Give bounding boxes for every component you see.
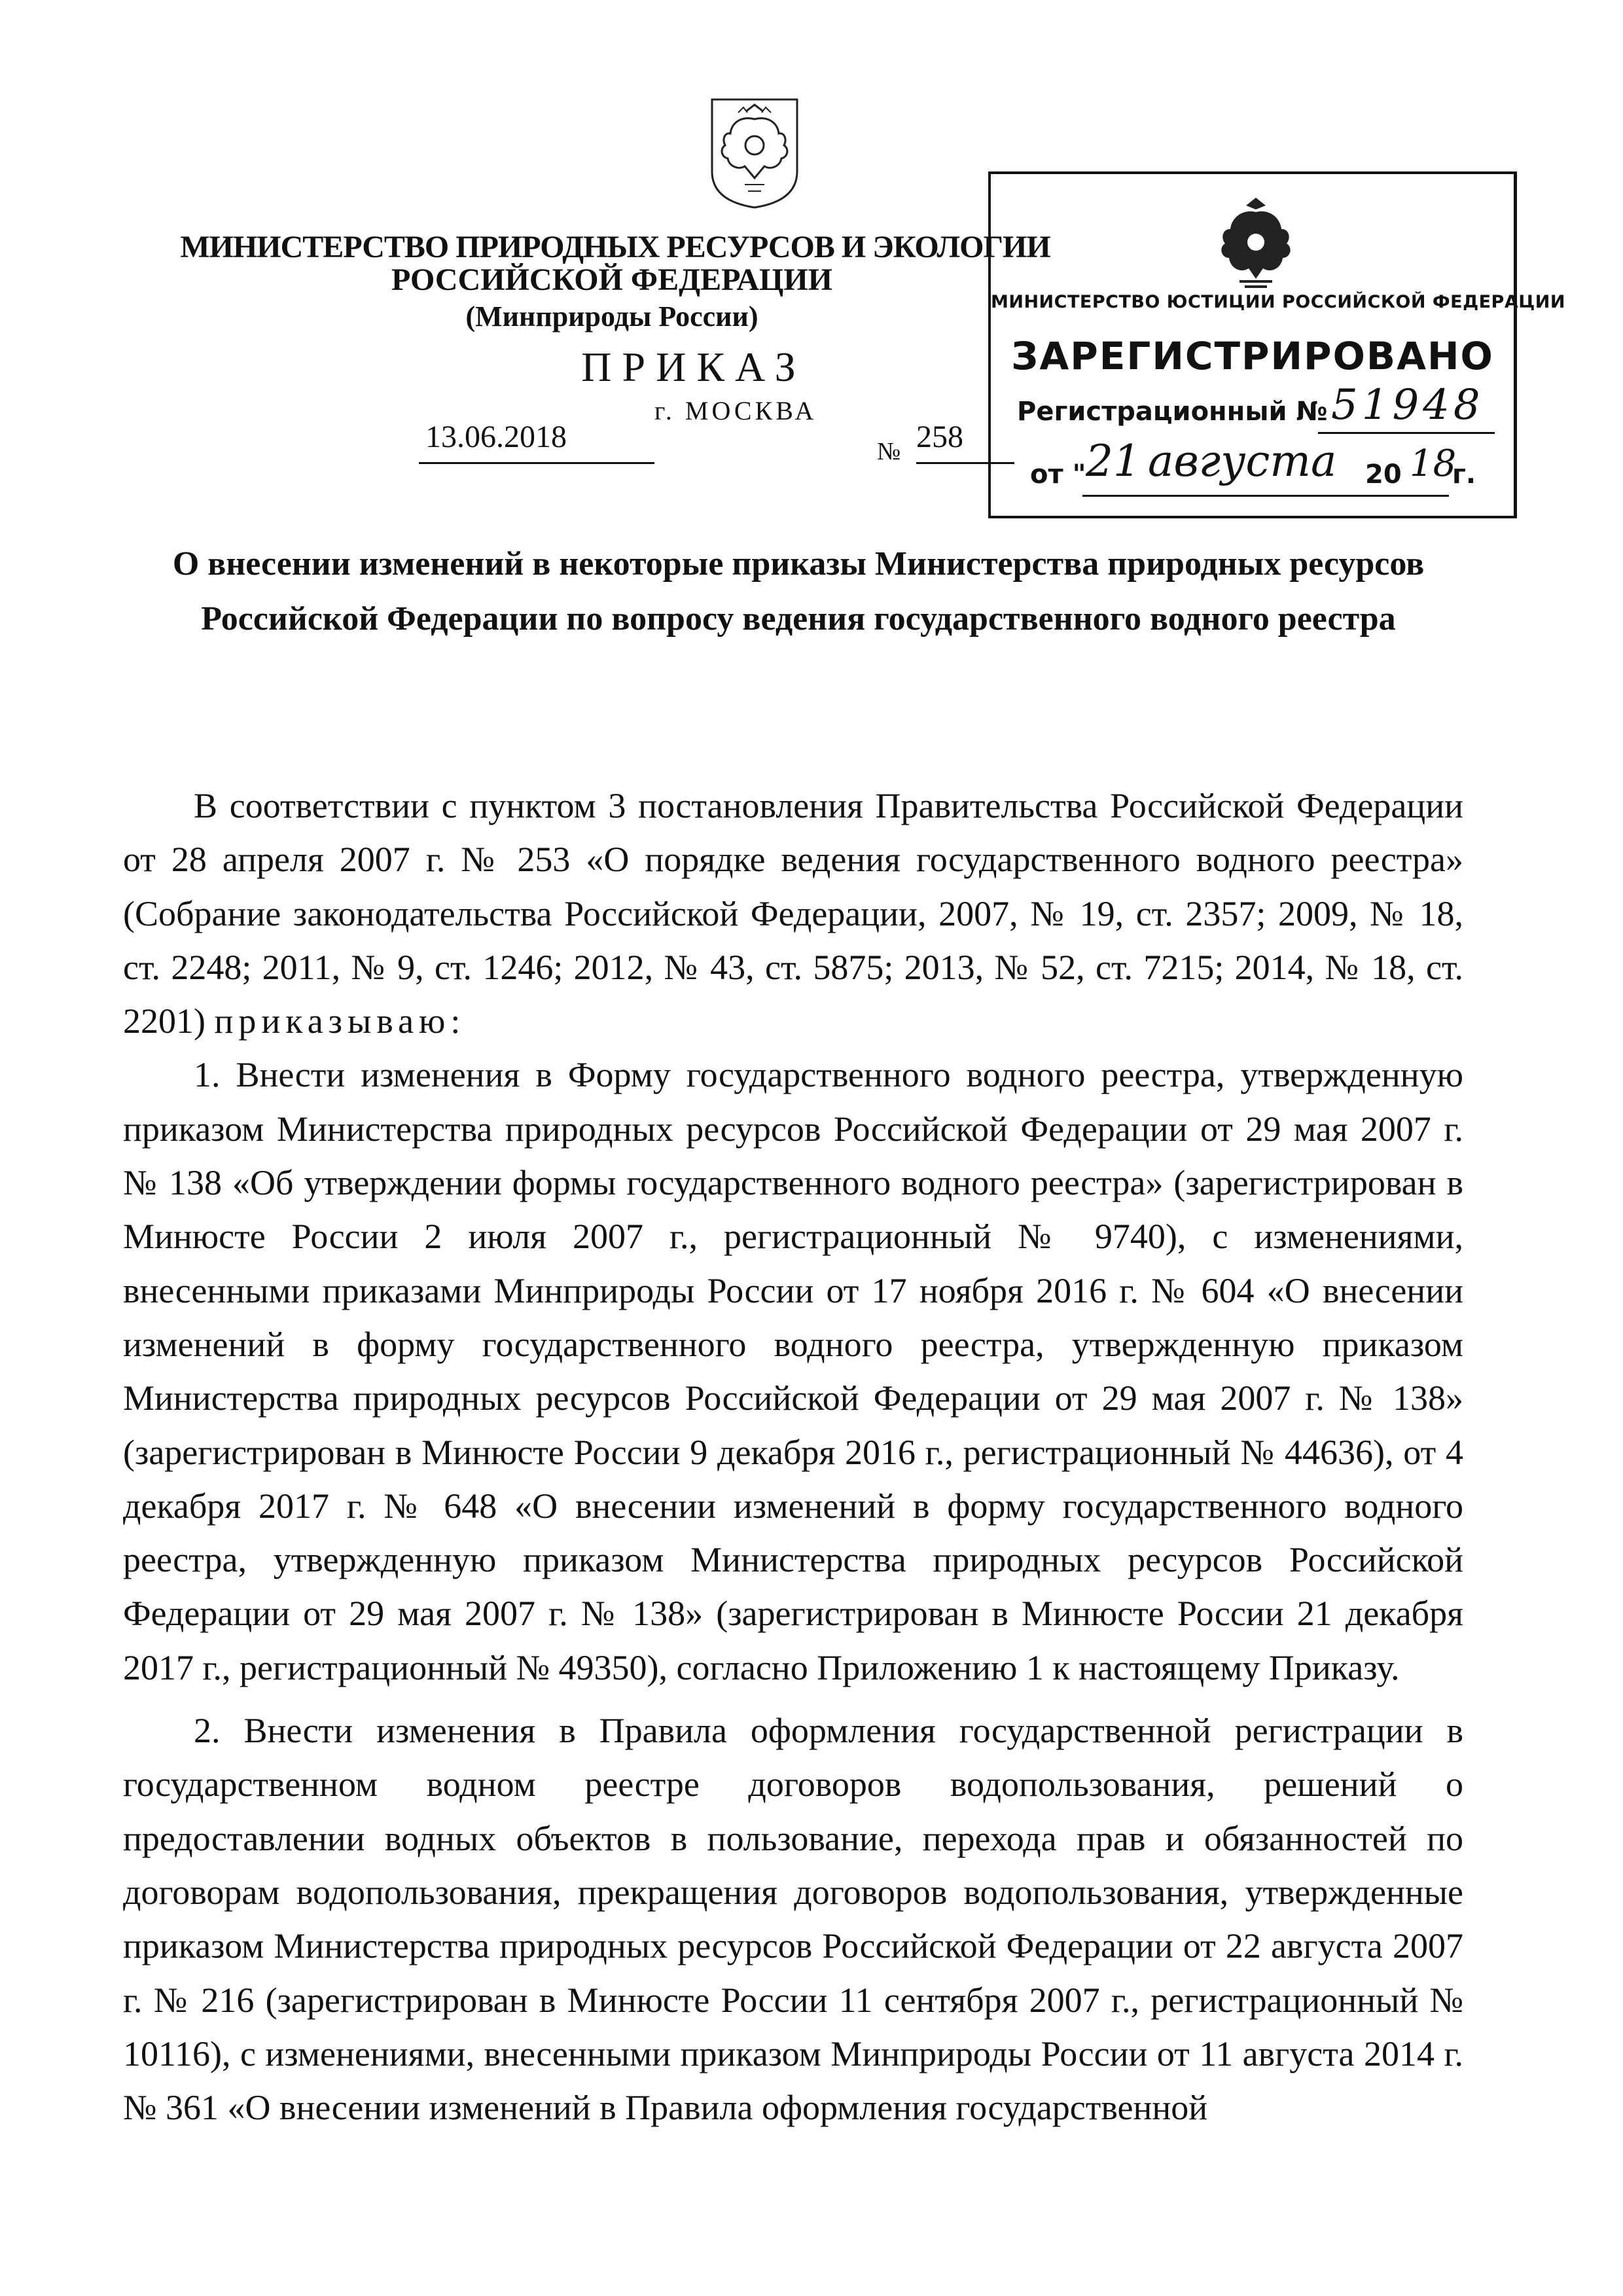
ministry-short-name: (Минприроды России) bbox=[465, 300, 758, 332]
stamp-day: 21 bbox=[1086, 436, 1141, 486]
order-title: ПРИКАЗ bbox=[581, 344, 806, 390]
stamp-emblem-icon bbox=[1213, 192, 1298, 291]
intro-paragraph bbox=[123, 779, 1463, 1048]
stamp-ministry-name: МИНИСТЕРСТВО ЮСТИЦИИ РОССИЙСКОЙ ФЕДЕРАЦИИ bbox=[991, 292, 1565, 312]
item-2-paragraph: 2. Внести изменения в Правила оформления государственной регистрации в государственном водном реестре договоров водопользования, решений о предоставлении водных объектов в пользование, перехода прав и обязанностей по договорам водопользования, прекращения договоров водопользования, утвержденные приказом Министерства природных ресурсов Российской Федерации от 22 августа 2007 г. № 216 (зарегистрирован в Минюсте России 11 сентября 2007 г., регистрационный № 10116), с изменениями, внесенными приказом Минприроды России от 11 августа 2014 г. № 361 «О внесении изменений в Правила оформления государственной bbox=[123, 1711, 1463, 2128]
registration-stamp bbox=[988, 171, 1565, 518]
stamp-date-underline bbox=[1082, 495, 1449, 497]
date-underline bbox=[419, 462, 654, 464]
order-number: 258 bbox=[916, 420, 963, 454]
coat-of-arms-emblem bbox=[705, 93, 804, 211]
stamp-reg-underline bbox=[1318, 432, 1495, 434]
stamp-year-suffix: 18 bbox=[1410, 442, 1457, 485]
stamp-year-prefix: 20 bbox=[1365, 459, 1402, 490]
item-1-paragraph: 1. Внести изменения в Форму государственного водного реестра, утвержденную приказом Министерства природных ресурсов Российской Федерации от 29 мая 2007 г. № 138 «Об утверждении формы государственного водного реестра» (зарегистрирован в Минюсте России 2 июля 2007 г., регистрационный № 9740), с изменениями, внесенными приказами Минприроды России от 17 ноября 2016 г. № 604 «О внесении изменений в форму государственного водного реестра, утвержденную приказом Министерства природных ресурсов Российской Федерации от 29 мая 2007 г. № 138» (зарегистрирован в Минюсте России 9 декабря 2016 г., регистрационный № 44636), от 4 декабря 2017 г. № 648 «О внесении изменений в форму государственного водного реестра, утвержденную приказом Министерства природных ресурсов Российской Федерации от 29 мая 2007 г. № 138» (зарегистрирован в Минюсте России 21 декабря 2017 г., регистрационный № 49350), согласно Приложению 1 к настоящему Приказу. bbox=[123, 1055, 1463, 1687]
order-colon: : bbox=[450, 1001, 461, 1041]
stamp-from-label: от " bbox=[1030, 459, 1086, 490]
stamp-reg-number: 51948 bbox=[1331, 381, 1484, 429]
stamp-reg-number-label: Регистрационный № bbox=[1017, 397, 1328, 427]
intro-text: В соответствии с пунктом 3 постановления Правительства Российской Федерации от 28 апреля 2007 г. № 253 «О порядке ведения государственного водного реестра» (Собрание законодательства Российской Федерации, 2007, № 19, ст. 2357; 2009, № 18, ст. 2248; 2011, № 9, ст. 1246; 2012, № 43, ст. 5875; 2013, № 52, ст. 7215; 2014, № 18, ст. 2201) bbox=[123, 786, 1463, 1041]
ministry-name-line2: РОССИЙСКОЙ ФЕДЕРАЦИИ bbox=[391, 262, 833, 297]
ministry-name-line1: МИНИСТЕРСТВО ПРИРОДНЫХ РЕСУРСОВ И ЭКОЛОГИИ bbox=[180, 230, 1050, 264]
document-title: О внесении изменений в некоторые приказы Министерства природных ресурсов Российской Федерации по вопросу ведения государственного водного реестра bbox=[172, 545, 1425, 637]
document-body bbox=[123, 779, 1463, 2134]
stamp-month: августа bbox=[1148, 436, 1337, 486]
order-number-label: № bbox=[877, 438, 901, 465]
order-word: приказываю bbox=[214, 1001, 451, 1041]
stamp-year-end: г. bbox=[1452, 459, 1476, 490]
city: г. МОСКВА bbox=[654, 396, 817, 425]
order-date: 13.06.2018 bbox=[425, 420, 567, 454]
stamp-registered-status: ЗАРЕГИСТРИРОВАНО bbox=[1011, 334, 1494, 378]
